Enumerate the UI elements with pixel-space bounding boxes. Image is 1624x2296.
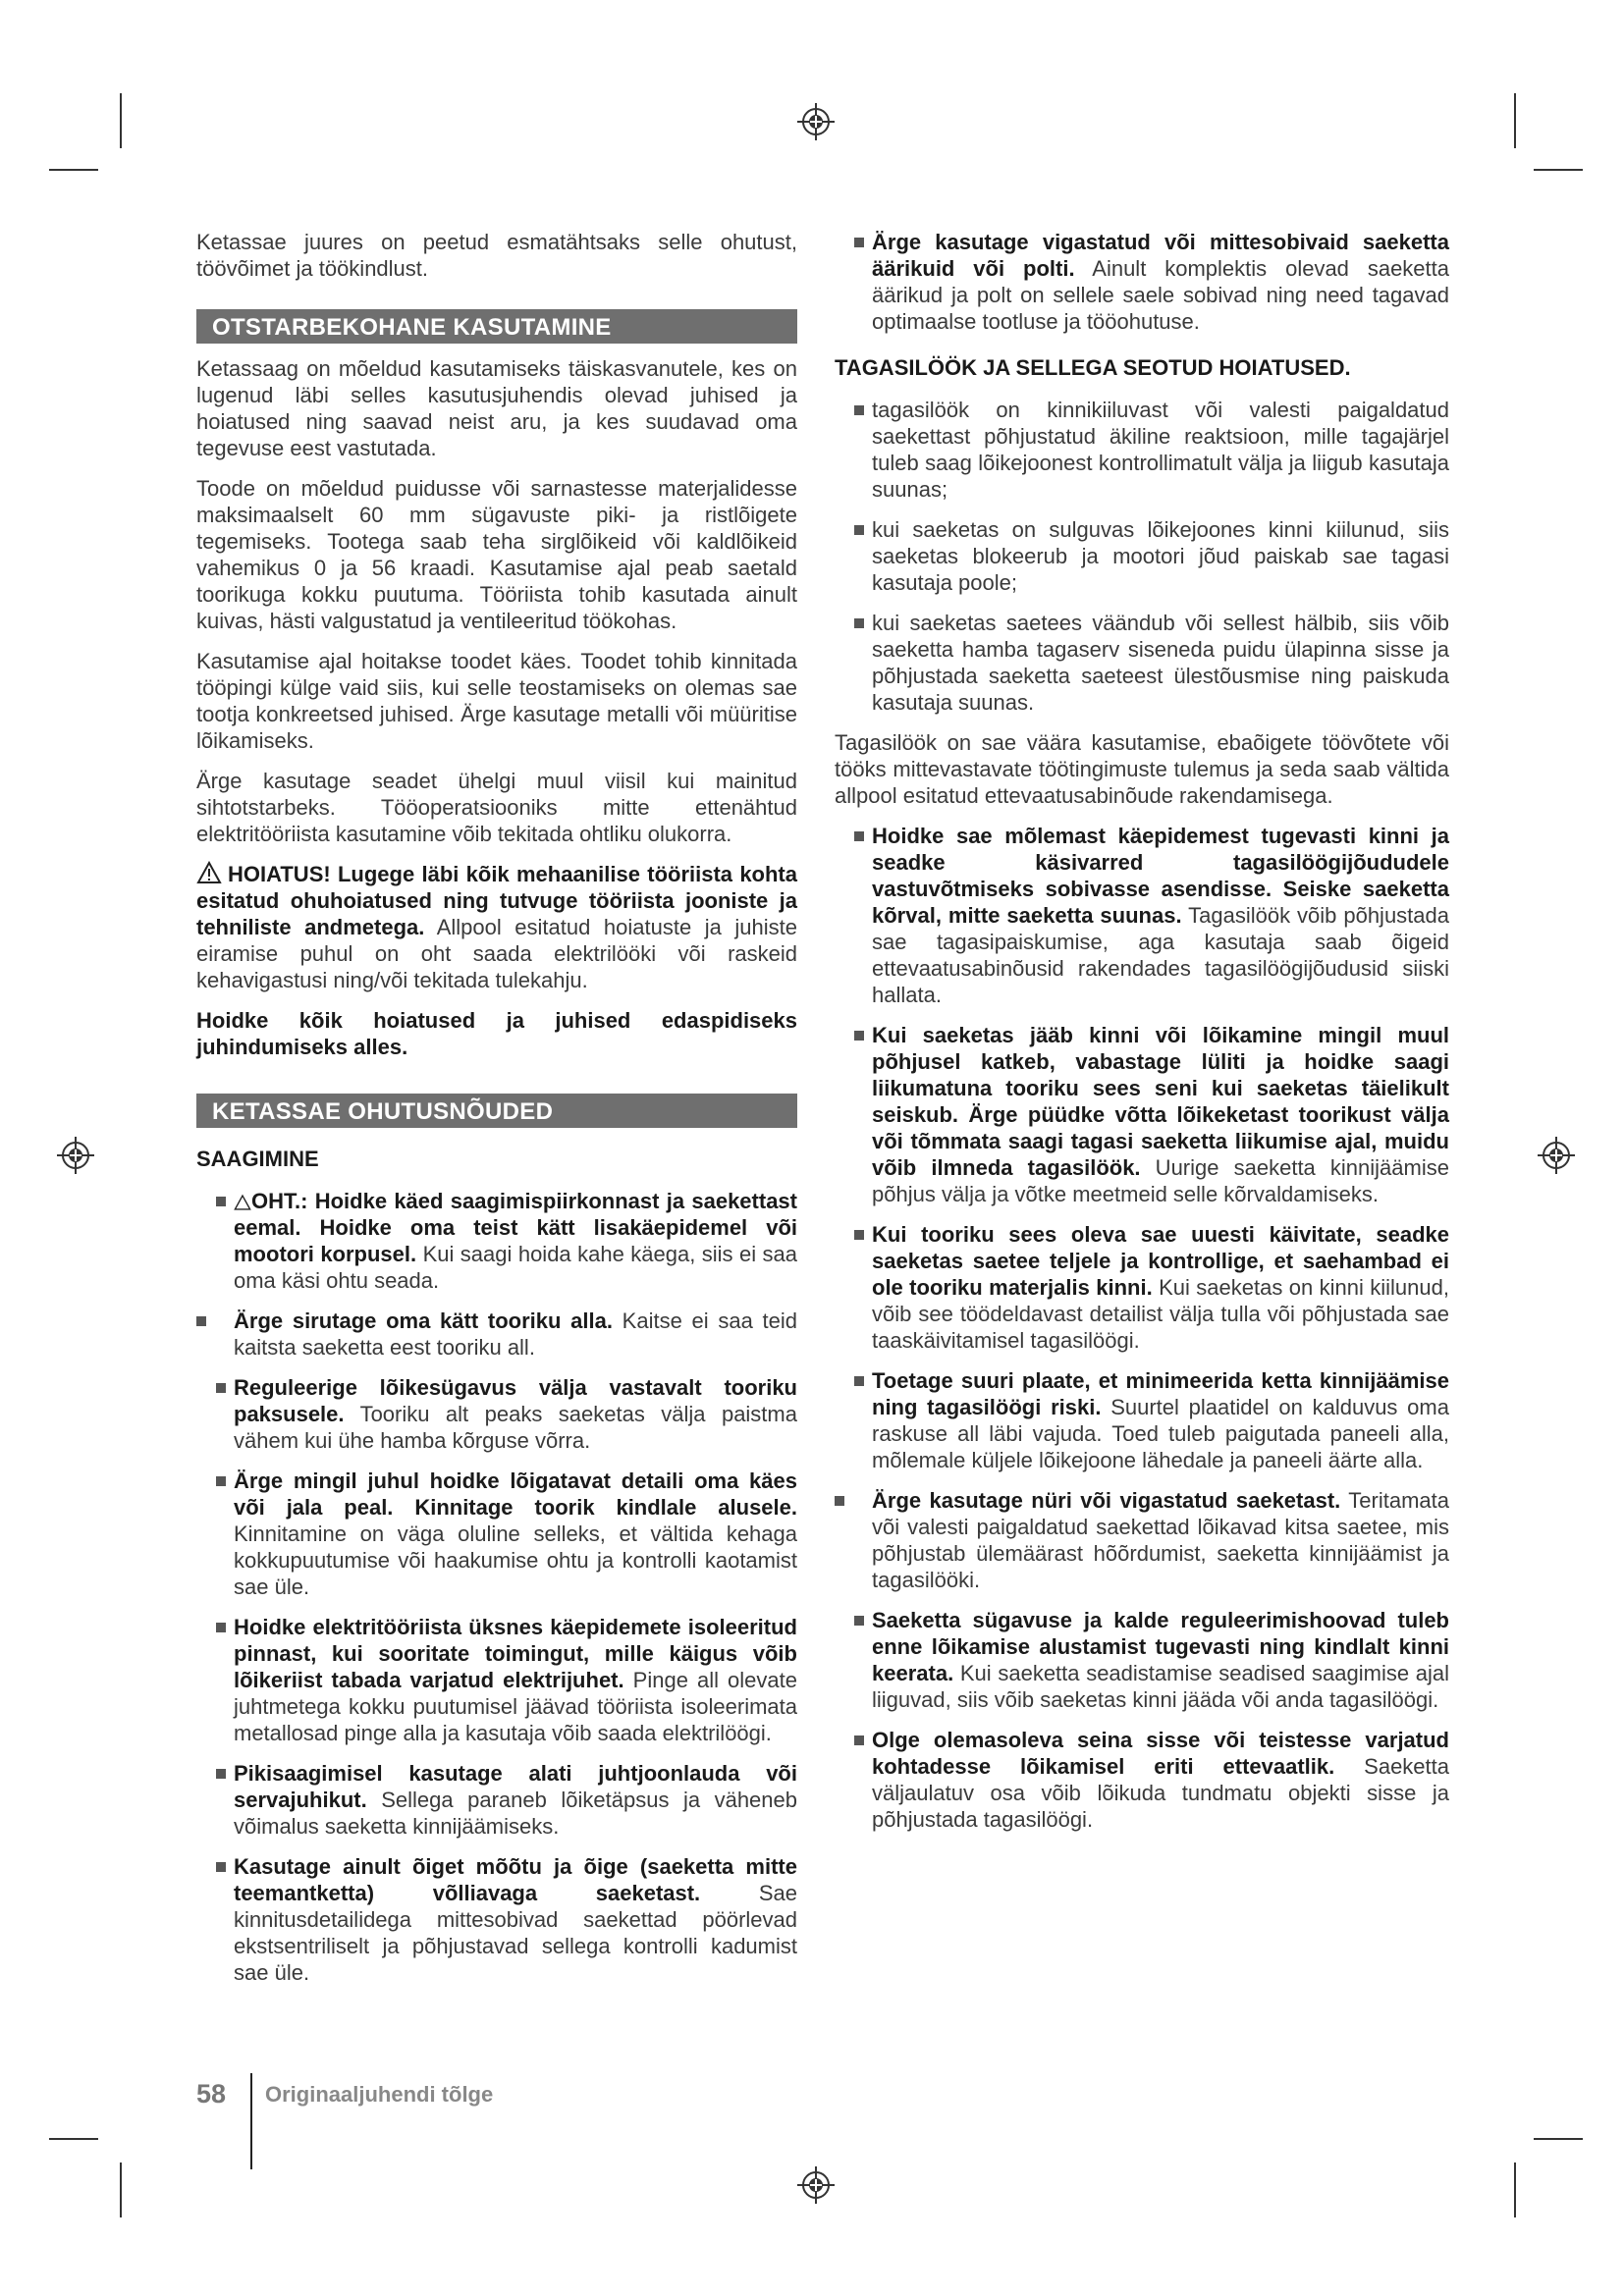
list-item: Ärge mingil juhul hoidke lõigatavat detaili oma käes või jala peal. Kinnitage toorik kindlale alusele. Kinnitamine on väga oluline selleks, et vältida kehaga kokkupuutumise või haakumise ohtu ja kontrolli kaotamist sae üle.: [196, 1468, 797, 1600]
crop-mark: [49, 2138, 98, 2140]
bullet-icon: [854, 405, 864, 415]
list-item: Kui tooriku sees oleva sae uuesti käivitate, seadke saeketas saetee teljele ja kontrollige, et saehambad ei ole tooriku materjalis kinni. Kui saeketas on kinni kiilunud, võib see töödeldavast detailist välja tulla või põhjustada sae taaskäivitamisel tagasilöögi.: [835, 1221, 1449, 1354]
right-column: [835, 229, 1449, 1846]
bullet-icon: [854, 1031, 864, 1041]
list-item: kui saeketas on sulguvas lõikejoones kinni kiilunud, siis saeketas blokeerub ja mootori jõud paiskab sae tagasi kasutaja poole;: [835, 516, 1449, 596]
crop-mark: [1534, 169, 1583, 171]
bullet-icon: [216, 1476, 226, 1486]
bullet-icon: [854, 618, 864, 628]
bullet-icon: [854, 831, 864, 841]
kickback-paragraph: Tagasilöök on sae väära kasutamise, ebaõigete töövõtete või tööks mittevastavate töötingimuste tulemus ja seda saab vältida allpool esitatud ettevaatusabinõude rakendamisega.: [835, 730, 1449, 808]
page-number: 58: [196, 2079, 227, 2109]
list-item: Saeketta sügavuse ja kalde reguleerimishoovad tuleb enne lõikamise alustamist tugevasti ning kindlalt kinni keerata. Kui saeketta seadistamise seadised saagimise ajal liiguvad, siis võib saeketas kinni jääda või anda tagasilöögi.: [835, 1607, 1449, 1713]
list-item: Pikisaagimisel kasutage alati juhtjoonlauda või servajuhikut. Sellega paraneb lõiketäpsus ja väheneb võimalus saeketta kinnijäämiseks.: [196, 1760, 797, 1840]
list-item: Olge olemasoleva seina sisse või teistesse varjatud kohtadesse lõikamisel eriti ettevaatlik. Saeketta väljaulatuv osa võib lõikuda tundmatu objekti sisse ja põhjustada tagasilöögi.: [835, 1727, 1449, 1833]
bullet-icon: [854, 1376, 864, 1386]
bullet-icon: [216, 1383, 226, 1393]
crop-mark: [120, 93, 122, 148]
list-item: Reguleerige lõikesügavus välja vastavalt tooriku paksusele. Tooriku alt peaks saeketas välja paistma vähem kui ühe hamba kõrguse võrra.: [196, 1374, 797, 1454]
warning-paragraph: [196, 861, 797, 993]
crop-mark: [1514, 2163, 1516, 2217]
bullet-icon: [854, 1735, 864, 1745]
list-item: Toetage suuri plaate, et minimeerida ketta kinnijäämise ning tagasilöögi riski. Suurtel plaatidel on kalduvus oma raskuse all läbi vajuda. Toed tuleb paigutada paneeli alla, mõlemale küljele lõikejoone lähedale ja paneeli äärte alla.: [835, 1367, 1449, 1473]
bullet-icon: [854, 238, 864, 247]
bullet-icon: [216, 1197, 226, 1206]
paragraph: Ärge kasutage seadet ühelgi muul viisil kui mainitud sihtotstarbeks. Tööoperatsiooniks mitte ettenähtud elektritööriista kasutamine võib tekitada ohtliku olukorra.: [196, 769, 797, 846]
warning-text: Allpool esitatud hoiatuste ja juhiste eiramise puhul on oht saada elektrilööki või raskeid kehavigastusi ning/või tekitada tulekahju.: [196, 915, 797, 992]
section-heading-safety: KETASSAE OHUTUSNÕUDED: [196, 1094, 797, 1128]
bullet-icon: [854, 1230, 864, 1240]
paragraph: Toode on mõeldud puidusse või sarnastesse materjalidesse maksimaalselt 60 mm sügavuste piki- ja ristlõigete tegemiseks. Tootega saab teha sirglõikeid või kaldlõikeid vahemikus 0 ja 56 kraadi. Kasutamise ajal peab saetald toorikuga kokku puutuma. Tööriista tohib kasutada ainult kuivas, hästi valgustatud ja ventileeritud töökohas.: [196, 476, 797, 633]
warning-triangle-icon: [234, 1194, 251, 1211]
list-item: OHT.: Hoidke käed saagimispiirkonnast ja saekettast eemal. Hoidke oma teist kätt lisakäepidemel või mootori korpusel. Kui saagi hoida kahe käega, siis ei saa oma käsi ohtu seada.: [196, 1188, 797, 1294]
registration-mark-icon: [57, 1137, 94, 1174]
subheading-kickback: TAGASILÖÖK JA SELLEGA SEOTUD HOIATUSED.: [835, 355, 1351, 380]
footer-label: Originaaljuhendi tõlge: [265, 2082, 494, 2107]
registration-mark-icon: [1538, 1137, 1575, 1174]
crop-mark: [49, 169, 98, 171]
crop-mark: [120, 2163, 122, 2217]
paragraph: Ketassaag on mõeldud kasutamiseks täiskasvanutele, kes on lugenud läbi selles kasutusjuhendis olevad juhised ja hoiatused ning saavad neist aru, ja kes suudavad oma tegevuse eest vastutada.: [196, 356, 797, 460]
list-item: kui saeketas saetees väändub või sellest hälbib, siis võib saeketta hamba tagaserv siseneda puidu ülapinna sisse ja põhjustada saeketta saeteest ülestõusmise ning paiskuda kasutaja suunas.: [835, 610, 1449, 716]
intro-paragraph: Ketassae juures on peetud esmatähtsaks selle ohutust, töövõimet ja töökindlust.: [196, 230, 797, 281]
keep-instructions: Hoidke kõik hoiatused ja juhised edaspidiseks juhindumiseks alles.: [196, 1008, 797, 1059]
warning-bold: HOIATUS! Lugege läbi kõik mehaanilise tööriista kohta esitatud ohuhoiatused ning tutvuge tööriista jooniste ja tehniliste andmetega.: [196, 862, 797, 939]
subheading-sawing: SAAGIMINE: [196, 1147, 319, 1171]
paragraph: Kasutamise ajal hoitakse toodet käes. Toodet tohib kinnitada tööpingi külge vaid siis, kui selle teostamiseks on olemas sae tootja konkreetsed juhised. Ärge kasutage metalli või müüritise lõikamiseks.: [196, 649, 797, 753]
list-item: Ärge kasutage vigastatud või mittesobivaid saeketta äärikuid või polti. Ainult komplektis olevad saeketta äärikud ja polt on sellele saele sobivad ning need tagavad optimaalse tootluse ja tööohutuse.: [835, 229, 1449, 335]
section-heading-intended-use: OTSTARBEKOHANE KASUTAMINE: [196, 309, 797, 344]
list-item: Hoidke sae mõlemast käepidemest tugevasti kinni ja seadke käsivarred tagasilöögijõududele vastuvõtmiseks sobivasse asendisse. Seiske saeketta kõrval, mitte saeketta suunas. Tagasilöök võib põhjustada sae tagasipaiskumise, aga kasutaja saab õigeid ettevaatusabinõusid rakendades tagasilöögijõudusid siiski hallata.: [835, 823, 1449, 1008]
warning-triangle-icon: [196, 861, 222, 884]
bullet-icon: [854, 1616, 864, 1626]
list-item: Ärge sirutage oma kätt tooriku alla. Kaitse ei saa teid kaitsta saeketta eest tooriku all.: [196, 1308, 797, 1361]
list-item: tagasilöök on kinnikiiluvast või valesti paigaldatud saekettast põhjustatud äkiline reaktsioon, mille tagajärjel tuleb saag lõikejoonest kontrollimatult välja ja liigub kasutaja suunas;: [835, 397, 1449, 503]
left-column: [196, 229, 797, 2000]
bullet-icon: [835, 1496, 844, 1506]
list-item: Ärge kasutage nüri või vigastatud saeketast. Teritamata või valesti paigaldatud saekettad lõikavad kitsa saetee, mis põhjustab ülemäärast hõõrdumist, saeketta kinnijäämist ja tagasilööki.: [835, 1487, 1449, 1593]
footer-divider: [250, 2073, 252, 2169]
bullet-icon: [216, 1769, 226, 1779]
registration-mark-icon: [797, 2166, 835, 2204]
bullet-icon: [196, 1316, 206, 1326]
crop-mark: [1514, 93, 1516, 148]
list-item: Kui saeketas jääb kinni või lõikamine mingil muul põhjusel katkeb, vabastage lüliti ja hoidke saagi liikumatuna tooriku sees seni kui saeketas täielikult seiskub. Ärge püüdke võtta lõikeketast toorikust välja või tõmmata saagi tagasi saeketta liikumise ajal, muidu võib ilmneda tagasilöök. Uurige saeketta kinnijäämise põhjus välja ja võtke meetmeid selle kõrvaldamiseks.: [835, 1022, 1449, 1207]
crop-mark: [1534, 2138, 1583, 2140]
bullet-icon: [854, 525, 864, 535]
list-item: Kasutage ainult õiget mõõtu ja õige (saeketta mitte teemantketta) võlliavaga saeketast. Sae kinnitusdetailidega mittesobivad saekettad pöörlevad ekstsentriliselt ja põhjustavad sellega kontrolli kadumist sae üle.: [196, 1853, 797, 1986]
bullet-icon: [216, 1623, 226, 1632]
list-item: Hoidke elektritööriista üksnes käepidemete isoleeritud pinnast, kui sooritate toimingut, mille käigus võib lõikeriist tabada varjatud elektrijuhet. Pinge all olevate juhtmetega kokku puutumisel jäävad tööriista isoleerimata metallosad pinge alla ja kasutaja võib saada elektrilöögi.: [196, 1614, 797, 1746]
bullet-icon: [216, 1862, 226, 1872]
registration-mark-icon: [797, 103, 835, 140]
